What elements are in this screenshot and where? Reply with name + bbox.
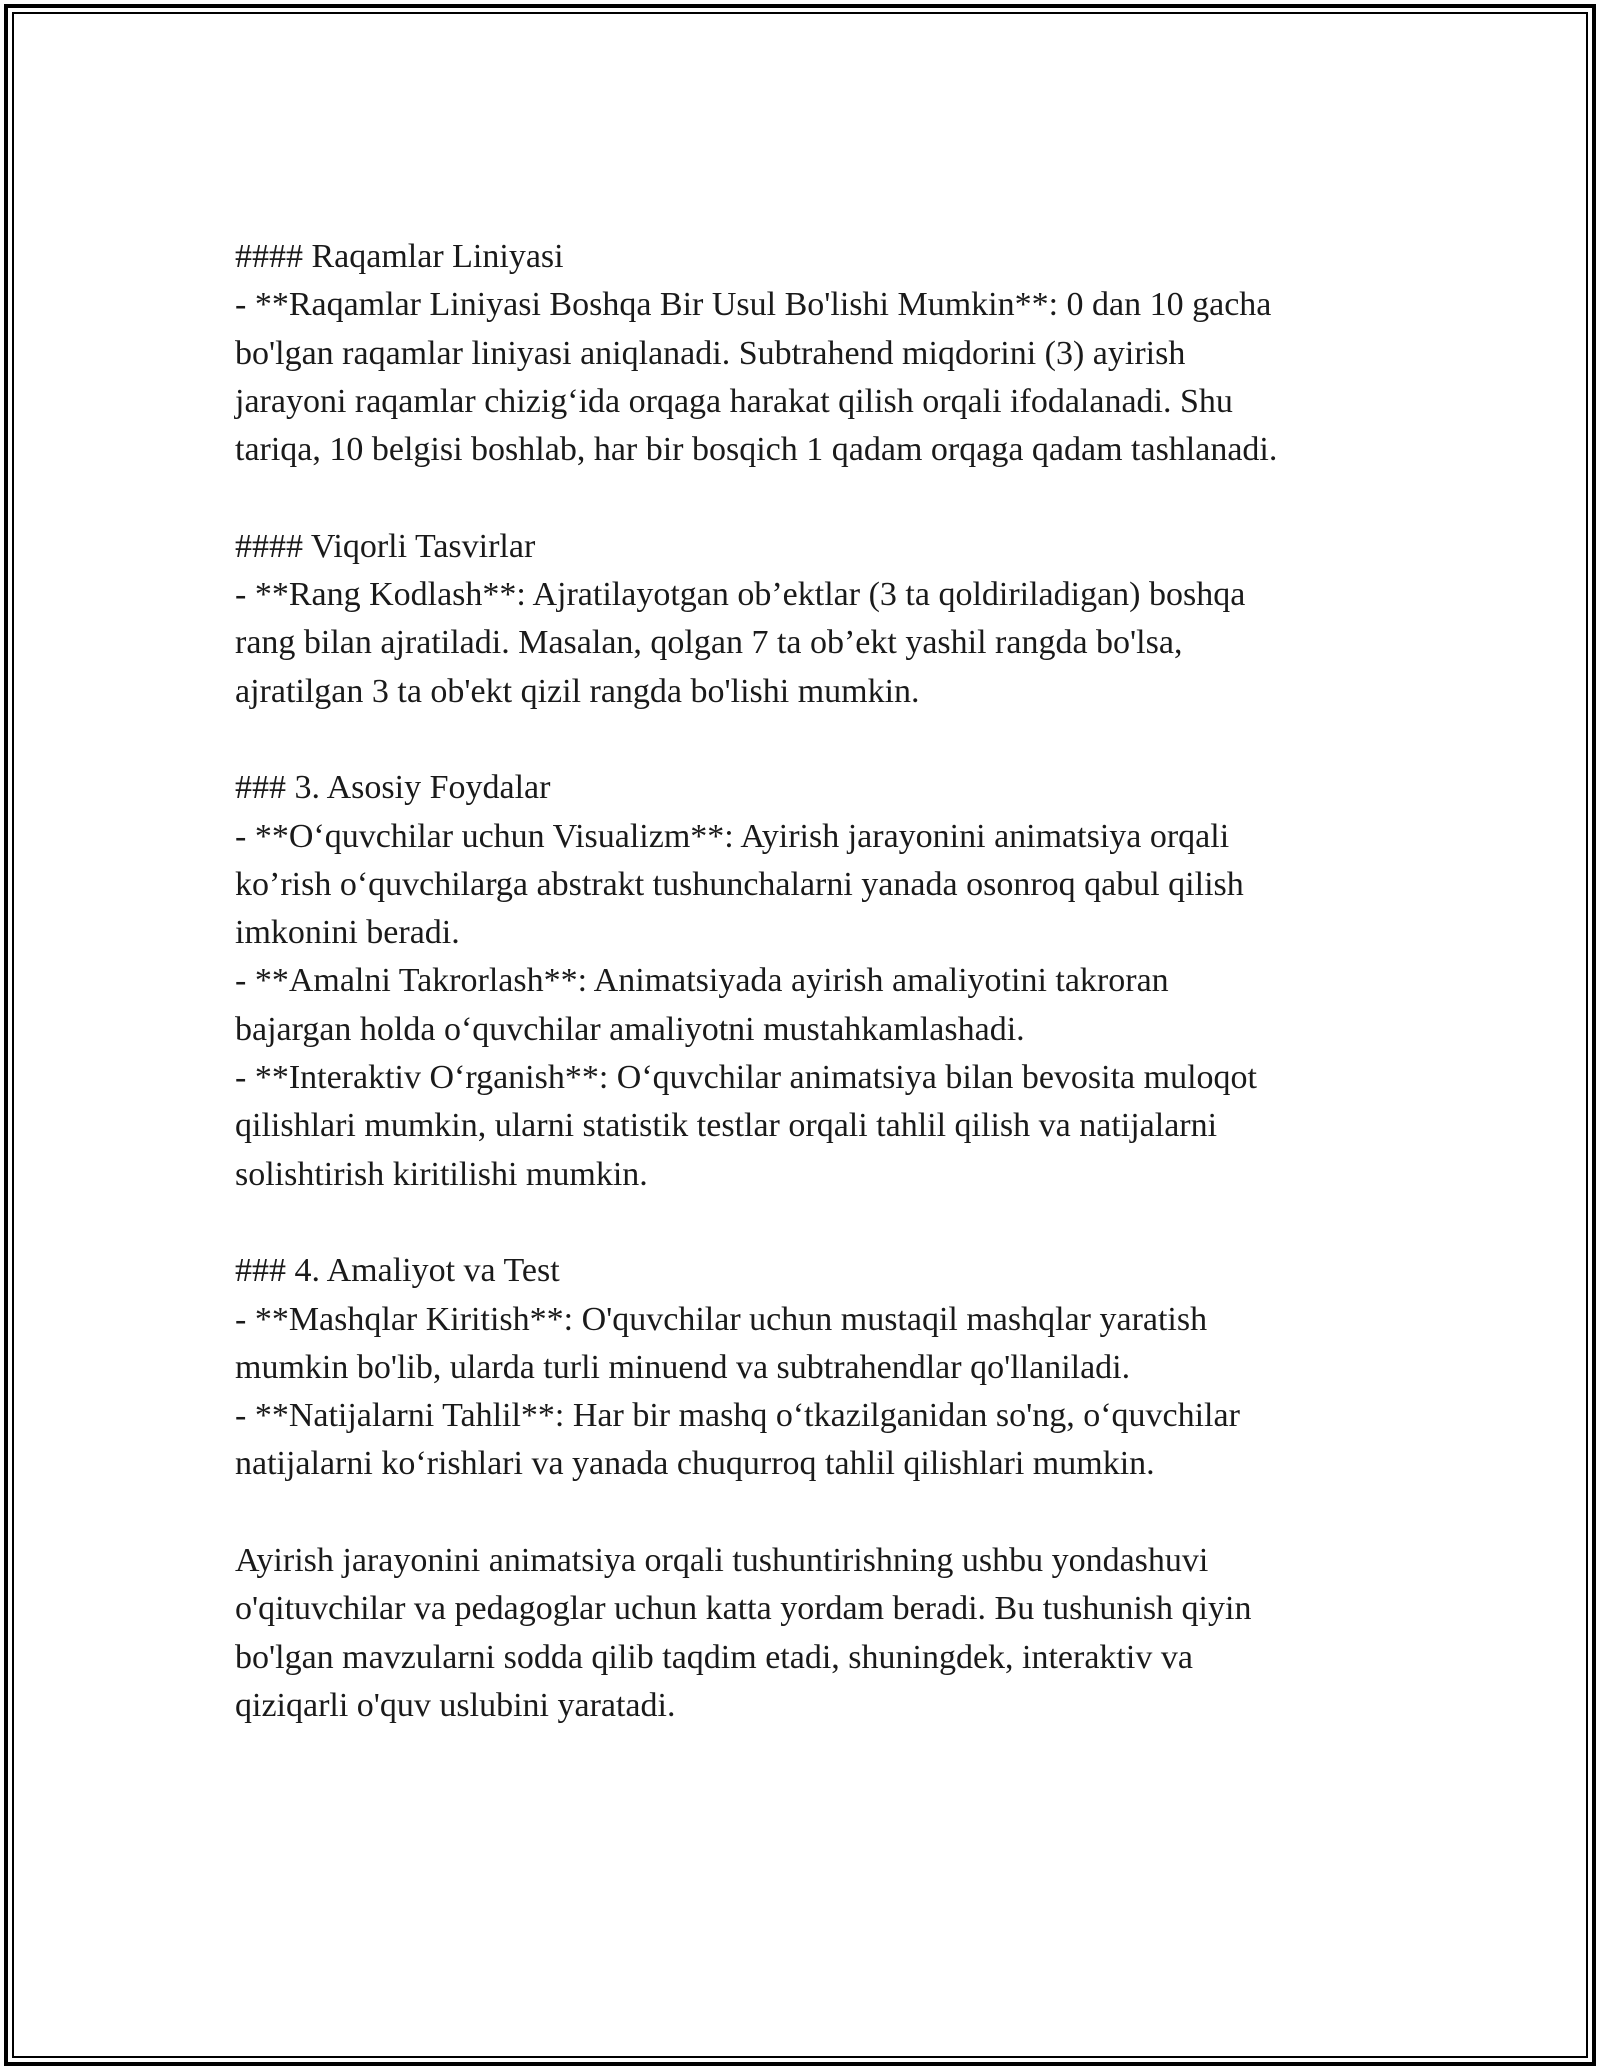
text-line: - **Interaktiv O‘rganish**: O‘quvchilar animatsiya bilan bevosita muloqot — [235, 1059, 1257, 1097]
section-heading: #### Viqorli Tasvirlar — [235, 527, 536, 565]
text-line: jarayoni raqamlar chizig‘ida orqaga harakat qilish orqali ifodalanadi. Shu — [235, 382, 1233, 420]
section-heading: ### 3. Asosiy Foydalar — [235, 769, 551, 807]
text-line: ajratilgan 3 ta ob'ekt qizil rangda bo'lishi mumkin. — [235, 672, 920, 710]
text-line: ko’rish o‘quvchilarga abstrakt tushunchalarni yanada osonroq qabul qilish — [235, 865, 1244, 903]
text-line: imkonini beradi. — [235, 914, 460, 952]
text-line: - **Raqamlar Liniyasi Boshqa Bir Usul Bo'lishi Mumkin**: 0 dan 10 gacha — [235, 286, 1272, 324]
paragraph-spacer — [235, 1199, 1395, 1247]
text-line: rang bilan ajratiladi. Masalan, qolgan 7 ta ob’ekt yashil rangda bo'lsa, — [235, 624, 1183, 662]
text-line: bo'lgan raqamlar liniyasi aniqlanadi. Subtrahend miqdorini (3) ayirish — [235, 334, 1186, 372]
paragraph-spacer — [235, 474, 1395, 522]
text-line: bajargan holda o‘quvchilar amaliyotni mustahkamlashadi. — [235, 1010, 1025, 1048]
text-line: Ayirish jarayonini animatsiya orqali tushuntirishning ushbu yondashuvi — [235, 1542, 1209, 1580]
text-line: solishtirish kiritilishi mumkin. — [235, 1155, 648, 1193]
text-line: qiziqarli o'quv uslubini yaratadi. — [235, 1686, 676, 1724]
text-line: - **O‘quvchilar uchun Visualizm**: Ayirish jarayonini animatsiya orqali — [235, 817, 1230, 855]
section-heading: #### Raqamlar Liniyasi — [235, 238, 564, 275]
text-line: - **Amalni Takrorlash**: Animatsiyada ayirish amaliyotini takroran — [235, 962, 1169, 1000]
text-line: - **Natijalarni Tahlil**: Har bir mashq o‘tkazilganidan so'ng, o‘quvchilar — [235, 1397, 1240, 1435]
paragraph-spacer — [235, 1489, 1395, 1537]
text-line: bo'lgan mavzularni sodda qilib taqdim etadi, shuningdek, interaktiv va — [235, 1638, 1193, 1676]
text-line: o'qituvchilar va pedagoglar uchun katta yordam beradi. Bu tushunish qiyin — [235, 1590, 1252, 1628]
paragraph-spacer — [235, 716, 1395, 764]
text-line: - **Mashqlar Kiritish**: O'quvchilar uchun mustaqil mashqlar yaratish — [235, 1300, 1208, 1338]
section-heading: ### 4. Amaliyot va Test — [235, 1252, 560, 1290]
text-line: natijalarni ko‘rishlari va yanada chuqurroq tahlil qilishlari mumkin. — [235, 1445, 1155, 1483]
text-line: tariqa, 10 belgisi boshlab, har bir bosqich 1 qadam orqaga qadam tashlanadi. — [235, 431, 1278, 469]
text-line: mumkin bo'lib, ularda turli minuend va subtrahendlar qo'llaniladi. — [235, 1348, 1131, 1386]
document-body — [235, 233, 1395, 1730]
text-line: - **Rang Kodlash**: Ajratilayotgan ob’ektlar (3 ta qoldiriladigan) boshqa — [235, 576, 1246, 614]
text-line: qilishlari mumkin, ularni statistik testlar orqali tahlil qilish va natijalarni — [235, 1107, 1218, 1145]
